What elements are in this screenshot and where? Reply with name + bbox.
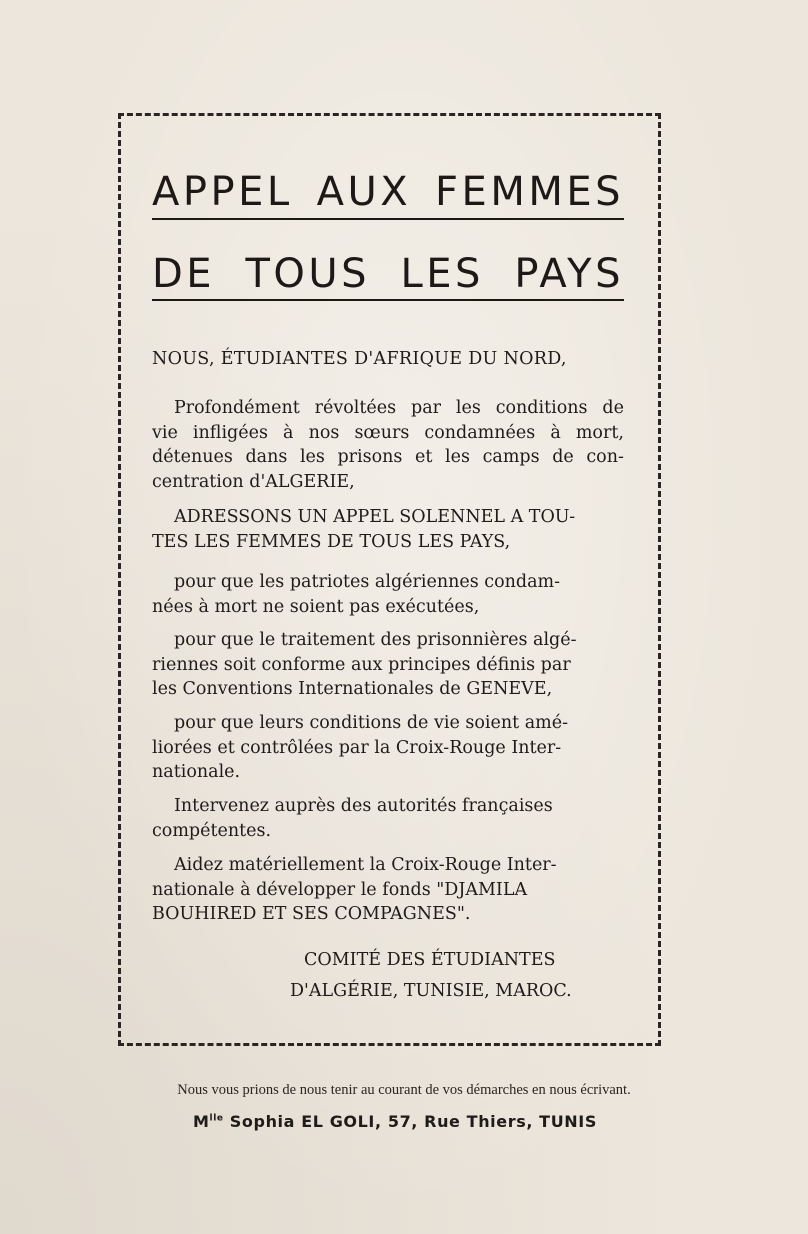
- signature-line-1: COMITÉ DES ÉTUDIANTES: [304, 950, 556, 970]
- paragraph-line: pour que leurs conditions de vie soient amé-: [174, 713, 569, 733]
- paragraph-line: BOUHIRED ET SES COMPAGNES".: [152, 904, 471, 924]
- paragraph-4: [152, 628, 624, 702]
- footer-address: [0, 1112, 790, 1131]
- paragraph-line: nées à mort ne soient pas exécutées,: [152, 596, 480, 617]
- paragraph-5: [152, 711, 624, 785]
- signature-line-2: D'ALGÉRIE, TUNISIE, MAROC.: [290, 980, 572, 1001]
- paragraph-3: [152, 570, 624, 619]
- footer-title-sup: lle: [209, 1113, 224, 1124]
- paragraph-line: TES LES FEMMES DE TOUS LES PAYS,: [152, 531, 511, 552]
- paragraph-line: nationale à développer le fonds "DJAMILA: [152, 879, 528, 900]
- paragraph-line: centration d'ALGERIE,: [152, 471, 355, 492]
- paragraph-6: [152, 794, 624, 843]
- footer-note: Nous vous prions de nous tenir au courant de vos démarches en nous écrivant.: [177, 1082, 631, 1098]
- paragraph-line: Intervenez auprès des autorités françaises: [174, 796, 553, 816]
- paragraph-line: les Conventions Internationales de GENEVE,: [152, 679, 553, 699]
- paragraph-line: liorées et contrôlées par la Croix-Rouge Inter-: [152, 737, 562, 758]
- title-underline-1: [152, 218, 624, 220]
- title-line-2: DE TOUS LES PAYS: [152, 251, 624, 297]
- footer-address-text: Sophia EL GOLI, 57, Rue Thiers, TUNIS: [229, 1112, 597, 1131]
- paragraph-2: [152, 505, 624, 554]
- paragraph-7: [152, 853, 624, 927]
- paragraph-1: [152, 396, 624, 494]
- paragraph-line: compétentes.: [152, 820, 272, 841]
- paragraph-line: riennes soit conforme aux principes définis par: [152, 654, 571, 675]
- signature-block: [290, 948, 620, 1003]
- paragraph-line: ADRESSONS UN APPEL SOLENNEL A TOU-: [174, 507, 576, 527]
- paragraph-line: détenues dans les prisons et les camps de con-: [152, 447, 624, 467]
- paragraph-line: Aidez matériellement la Croix-Rouge Inter-: [174, 855, 557, 875]
- paragraph-line: pour que les patriotes algériennes condam-: [174, 572, 561, 592]
- paragraph-line: nationale.: [152, 762, 241, 782]
- paragraph-line: pour que le traitement des prisonnières algé-: [174, 630, 577, 650]
- title-line-1: APPEL AUX FEMMES: [152, 169, 624, 215]
- footer-title-prefix: M: [193, 1112, 210, 1131]
- paragraph-line: vie infligées à nos sœurs condamnées à mort,: [152, 422, 624, 443]
- salutation-heading: NOUS, ÉTUDIANTES D'AFRIQUE DU NORD,: [152, 349, 567, 369]
- paragraph-line: Profondément révoltées par les conditions de: [174, 398, 624, 418]
- title-underline-2: [152, 299, 624, 301]
